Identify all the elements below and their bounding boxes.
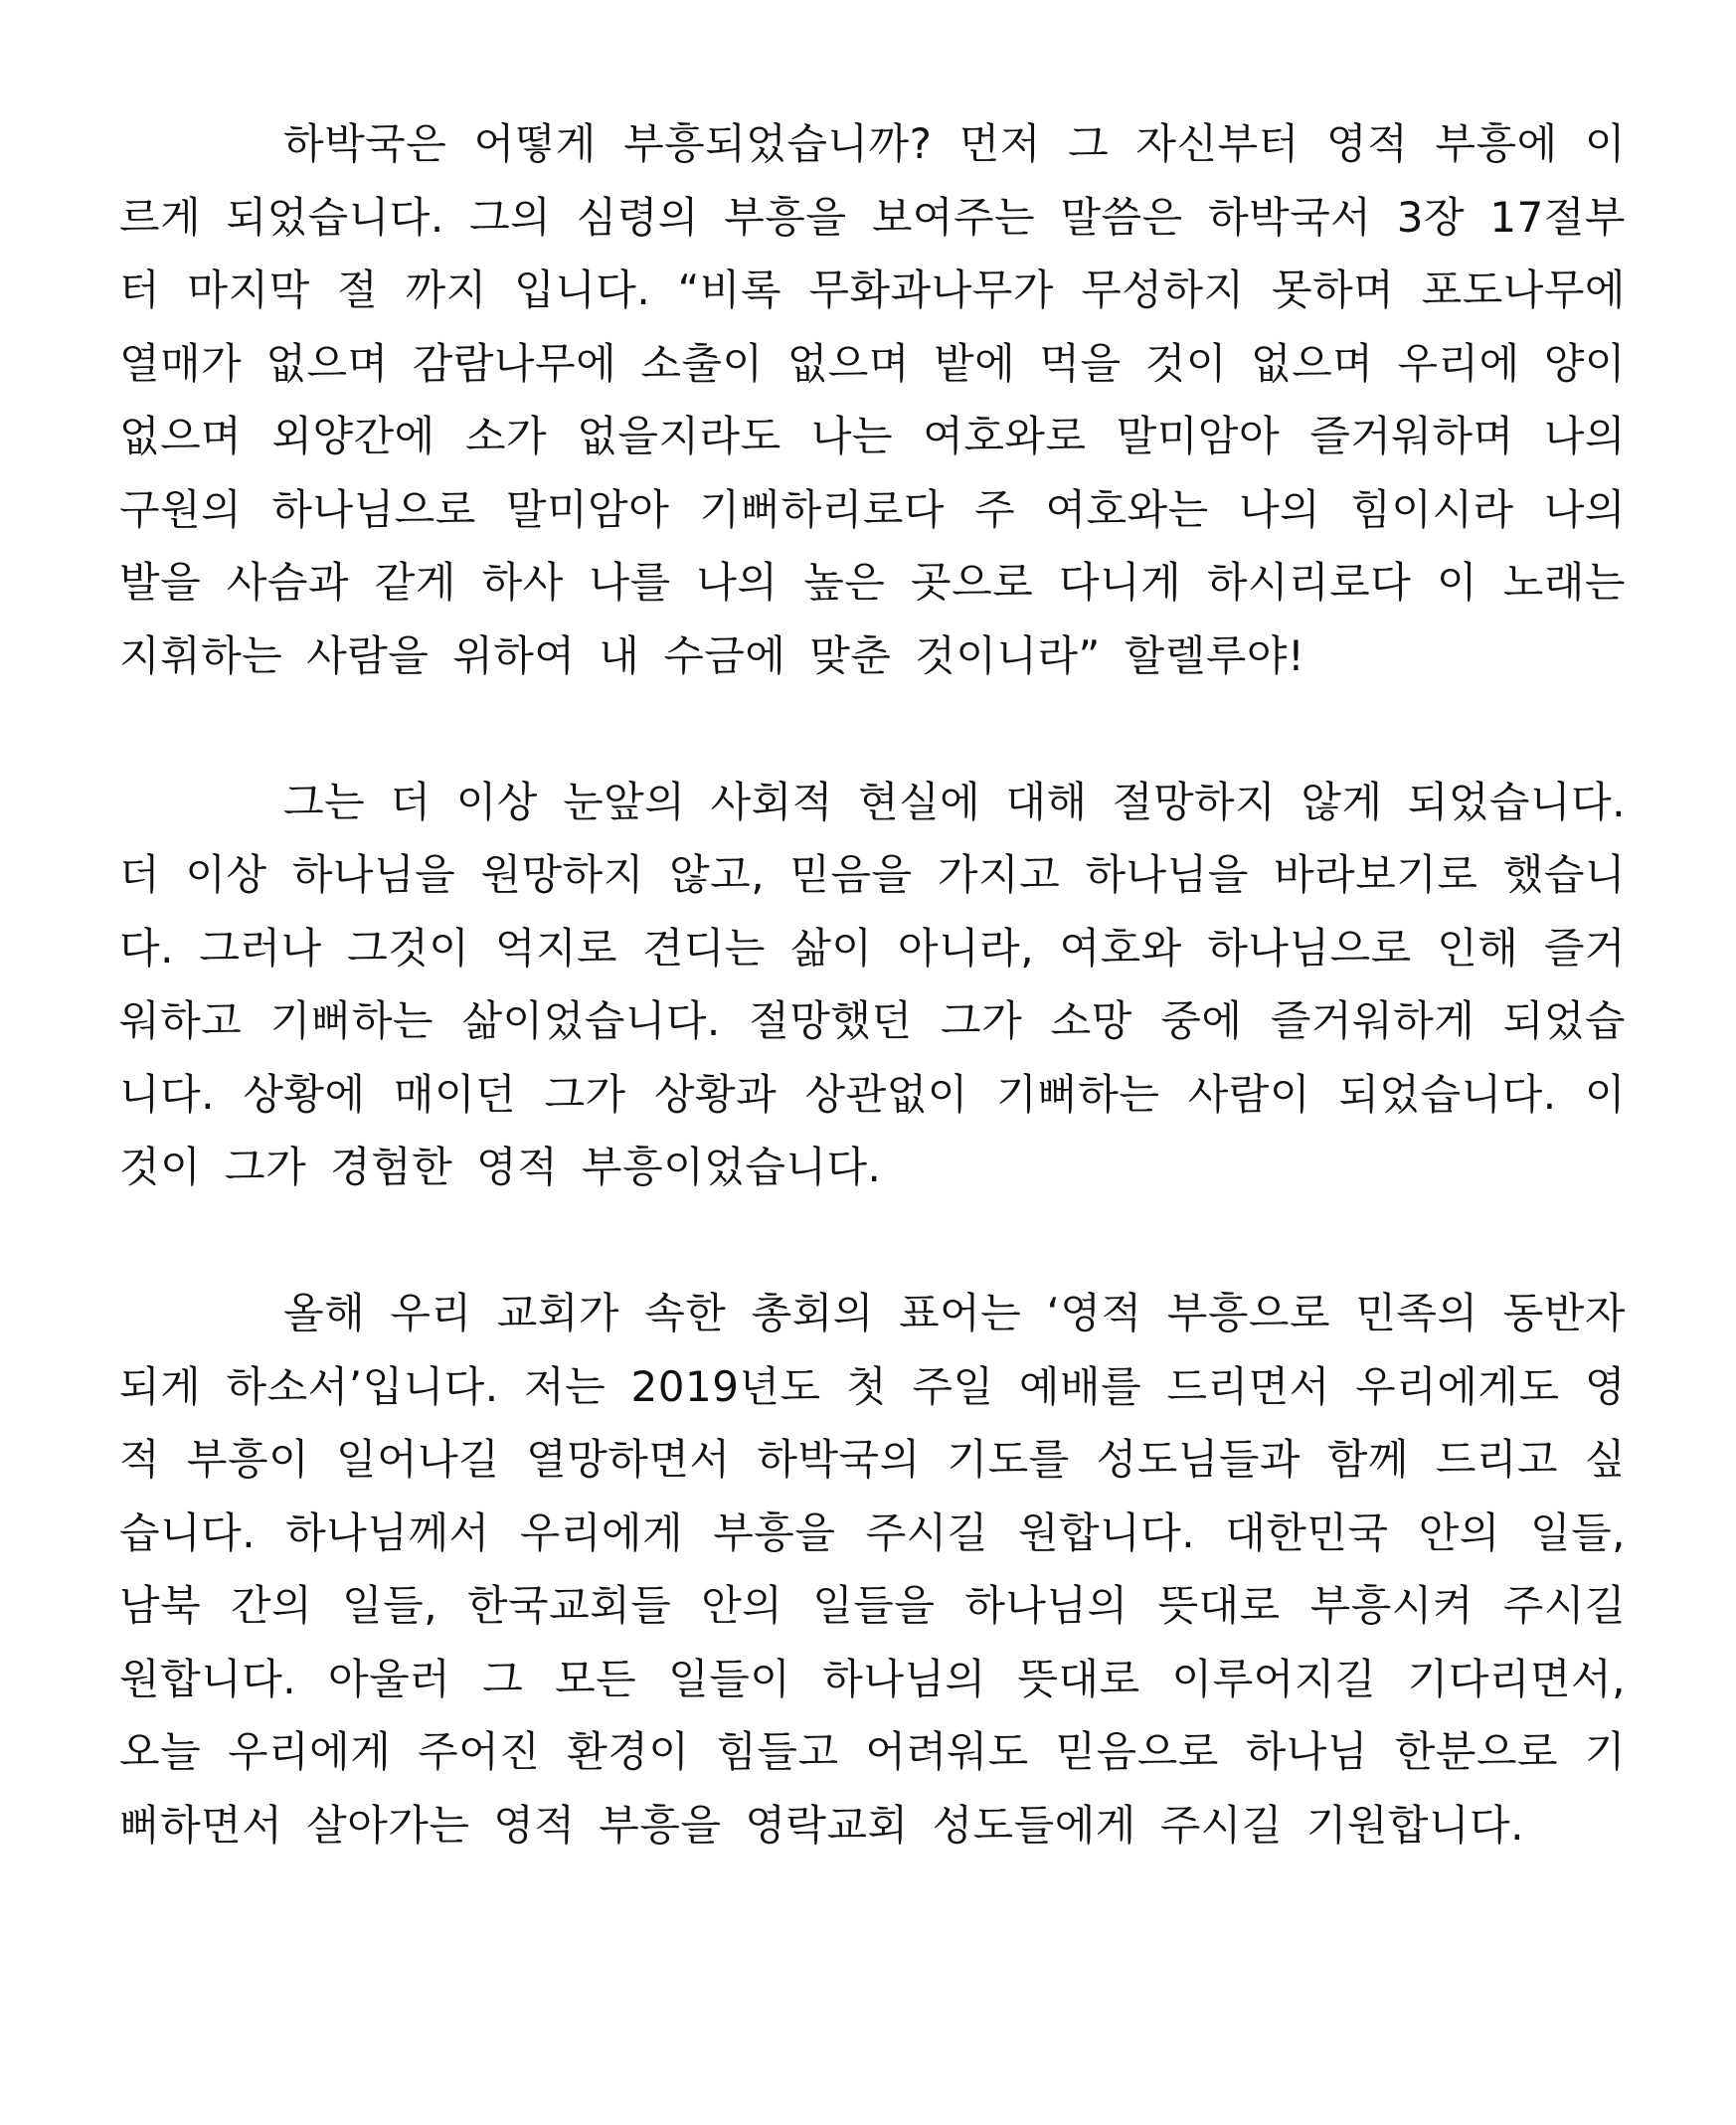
- paragraph-habakkuk-revival: 하박국은 어떻게 부흥되었습니까? 먼저 그 자신부터 영적 부흥에 이르게 되었습니다. 그의 심령의 부흥을 보여주는 말씀은 하박국서 3장 17절부터 마지막 절 까지 입니다. “비록 무화과나무가 무성하지 못하며 포도나무에 열매가 없으며 감람나무에 소출이 없으며 밭에 먹을 것이 없으며 우리에 양이 없으며 외양간에 소가 없을지라도 나는 여호와로 말미암아 즐거워하며 나의 구원의 하나님으로 말미암아 기뻐하리로다 주 여호와는 나의 힘이시라 나의 발을 사슴과 같게 하사 나를 나의 높은 곳으로 다니게 하시리로다 이 노래는 지휘하는 사람을 위하여 내 수금에 맞춘 것이니라” 할렐루야!: [119, 119, 1626, 680]
- paragraph-no-despair: 그는 더 이상 눈앞의 사회적 현실에 대해 절망하지 않게 되었습니다. 더 이상 하나님을 원망하지 않고, 믿음을 가지고 하나님을 바라보기로 했습니다. 그러나 그것이 억지로 견디는 삶이 아니라, 여호와 하나님으로 인해 즐거워하고 기뻐하는 삶이었습니다. 절망했던 그가 소망 중에 즐거워하게 되었습니다. 상황에 매이던 그가 상황과 상관없이 기뻐하는 사람이 되었습니다. 이것이 그가 경험한 영적 부흥이었습니다.: [119, 777, 1626, 1191]
- document-body: [119, 107, 1626, 1861]
- paragraph-church-motto: 올해 우리 교회가 속한 총회의 표어는 ‘영적 부흥으로 민족의 동반자 되게 하소서’입니다. 저는 2019년도 첫 주일 예배를 드리면서 우리에게도 영적 부흥이 일어나길 열망하면서 하박국의 기도를 성도님들과 함께 드리고 싶습니다. 하나님께서 우리에게 부흥을 주시길 원합니다. 대한민국 안의 일들, 남북 간의 일들, 한국교회들 안의 일들을 하나님의 뜻대로 부흥시켜 주시길 원합니다. 아울러 그 모든 일들이 하나님의 뜻대로 이루어지길 기다리면서, 오늘 우리에게 주어진 환경이 힘들고 어려워도 믿음으로 하나님 한분으로 기뻐하면서 살아가는 영적 부흥을 영락교회 성도들에게 주시길 기원합니다.: [119, 1289, 1626, 1850]
